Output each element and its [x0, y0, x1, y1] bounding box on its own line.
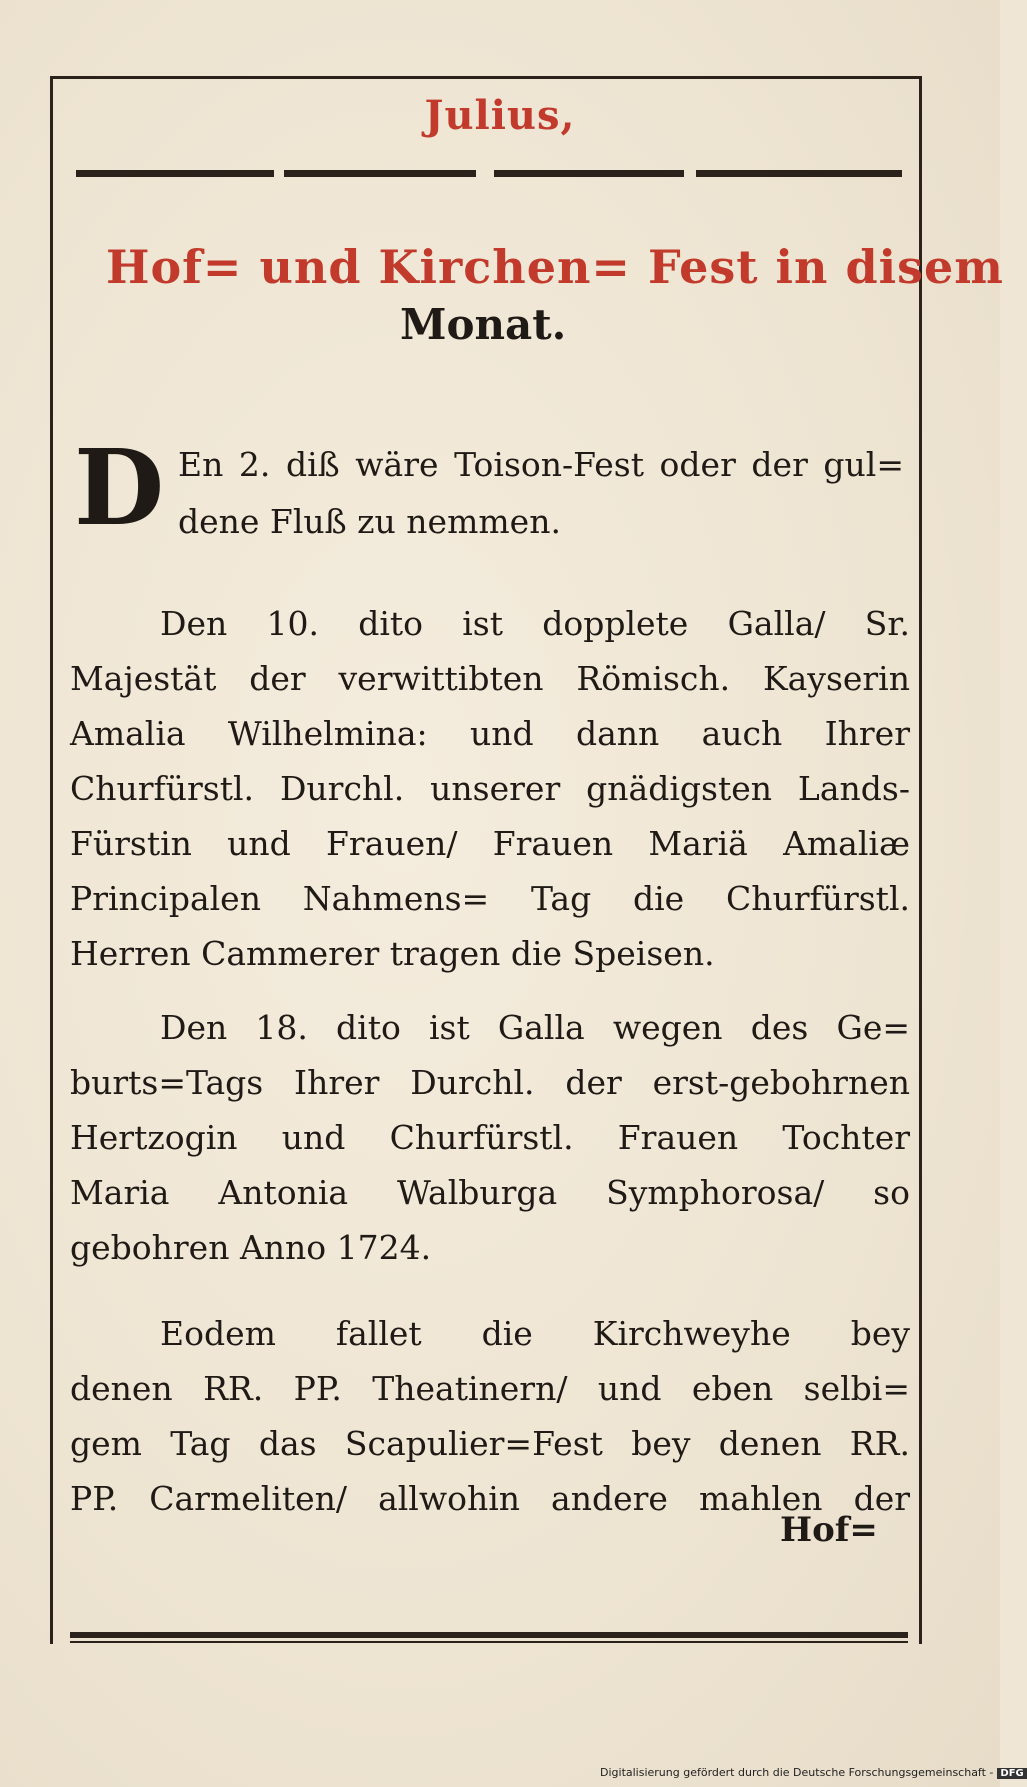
paragraph-toison-fest: [178, 436, 904, 550]
text-line: Amalia Wilhelmina: und dann auch Ihrer: [70, 714, 910, 753]
section-title-continuation: Monat.: [400, 300, 567, 349]
text-line: Den 18. dito ist Galla wegen des Ge=: [160, 1008, 910, 1047]
drop-capital: D: [74, 426, 165, 549]
text-line: PP. Carmeliten/ allwohin andere mahlen der: [70, 1479, 910, 1518]
text-line: Churfürstl. Durchl. unserer gnädigsten Lands-: [70, 769, 910, 808]
dfg-logo: DFG: [997, 1768, 1026, 1779]
text-line: Herren Cammerer tragen die Speisen.: [70, 934, 715, 973]
text-line: Maria Antonia Walburga Symphorosa/ so: [70, 1173, 910, 1212]
text-line: Hertzogin und Churfürstl. Frauen Tochter: [70, 1118, 910, 1157]
text-line: gem Tag das Scapulier=Fest bey denen RR.: [70, 1424, 910, 1463]
text-line: Fürstin und Frauen/ Frauen Mariä Amaliæ: [70, 824, 910, 863]
footer-rule: [70, 1632, 908, 1638]
text-line: burts=Tags Ihrer Durchl. der erst-gebohrnen: [70, 1063, 910, 1102]
text-line: Principalen Nahmens= Tag die Churfürstl.: [70, 879, 910, 918]
header-rule: [76, 170, 902, 178]
text-line: Den 10. dito ist dopplete Galla/ Sr.: [160, 604, 910, 643]
paragraph-galla-10: [70, 596, 910, 981]
paragraph-galla-18: [70, 1000, 910, 1275]
month-heading: Julius,: [424, 92, 576, 139]
credit-text: Digitalisierung gefördert durch die Deutsche Forschungsgemeinschaft -: [600, 1766, 994, 1779]
paragraph-kirchweyhe: [70, 1306, 910, 1526]
footer-rule-thin: [70, 1641, 908, 1643]
text-line: Majestät der verwittibten Römisch. Kayserin: [70, 659, 910, 698]
text-line: gebohren Anno 1724.: [70, 1228, 432, 1267]
section-title: Hof= und Kirchen= Fest in disem: [106, 240, 1004, 294]
text-line: Eodem fallet die Kirchweyhe bey: [160, 1314, 910, 1353]
catchword: Hof=: [780, 1510, 878, 1550]
digitization-credit: [600, 1766, 1024, 1779]
text-line: denen RR. PP. Theatinern/ und eben selbi=: [70, 1369, 910, 1408]
text-line: En 2. diß wäre Toison-Fest oder der gul=: [178, 445, 904, 484]
text-line: dene Fluß zu nemmen.: [178, 502, 561, 541]
